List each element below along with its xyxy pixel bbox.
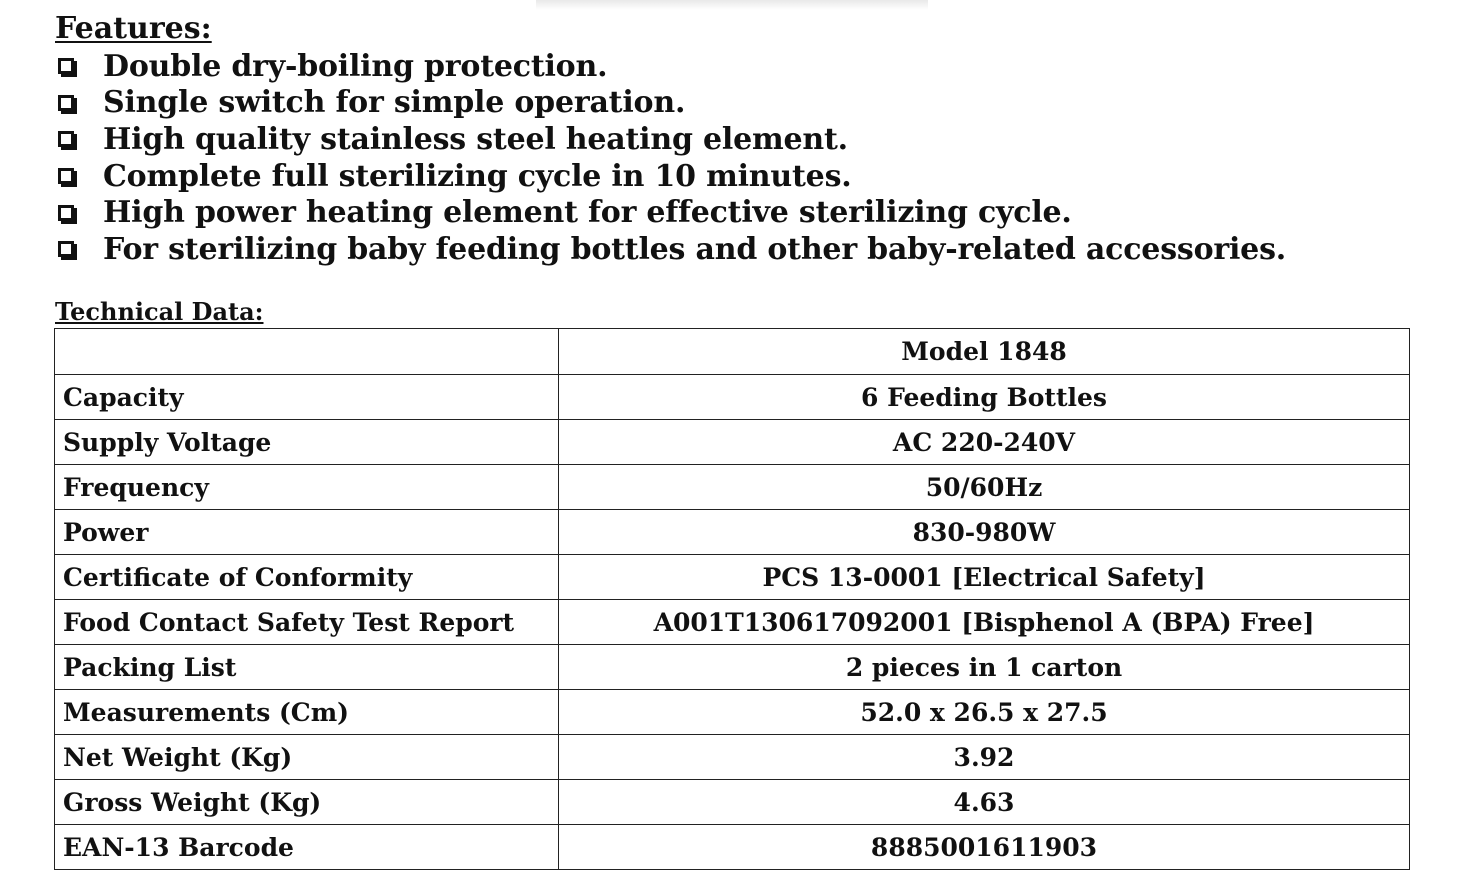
row-label: Supply Voltage	[55, 420, 559, 465]
top-edge-shadow	[536, 0, 928, 10]
checkbox-icon	[58, 58, 74, 74]
row-value: 52.0 x 26.5 x 27.5	[559, 690, 1410, 735]
feature-item	[55, 194, 1286, 231]
feature-text: High quality stainless steel heating element.	[103, 121, 848, 157]
table-row	[55, 465, 1410, 510]
feature-item	[55, 85, 1286, 122]
feature-text: Complete full sterilizing cycle in 10 minutes.	[103, 158, 852, 194]
table-row	[55, 600, 1410, 645]
row-value: 2 pieces in 1 carton	[559, 645, 1410, 690]
row-label: Gross Weight (Kg)	[55, 780, 559, 825]
table-header-row	[55, 329, 1410, 375]
checkbox-icon	[58, 95, 74, 111]
table-row	[55, 735, 1410, 780]
row-label: Power	[55, 510, 559, 555]
row-value: PCS 13-0001 [Electrical Safety]	[559, 555, 1410, 600]
row-label: EAN-13 Barcode	[55, 825, 559, 870]
feature-text: Double dry-boiling protection.	[103, 48, 608, 84]
features-heading: Features:	[55, 11, 212, 46]
table-row	[55, 510, 1410, 555]
features-list	[55, 48, 1286, 268]
row-value: AC 220-240V	[559, 420, 1410, 465]
feature-item	[55, 231, 1286, 268]
technical-data-heading: Technical Data:	[55, 297, 264, 326]
row-value: 6 Feeding Bottles	[559, 375, 1410, 420]
row-value: 50/60Hz	[559, 465, 1410, 510]
table-row	[55, 780, 1410, 825]
table-row	[55, 690, 1410, 735]
table-row	[55, 420, 1410, 465]
checkbox-icon	[58, 241, 74, 257]
feature-item	[55, 121, 1286, 158]
checkbox-icon	[58, 168, 74, 184]
table-row	[55, 555, 1410, 600]
table-row	[55, 645, 1410, 690]
row-label: Certificate of Conformity	[55, 555, 559, 600]
row-label: Capacity	[55, 375, 559, 420]
row-label: Food Contact Safety Test Report	[55, 600, 559, 645]
table-row	[55, 375, 1410, 420]
row-value: 4.63	[559, 780, 1410, 825]
row-label: Measurements (Cm)	[55, 690, 559, 735]
row-label: Net Weight (Kg)	[55, 735, 559, 780]
feature-item	[55, 48, 1286, 85]
row-label: Packing List	[55, 645, 559, 690]
feature-text: For sterilizing baby feeding bottles and other baby-related accessories.	[103, 231, 1287, 267]
model-name-cell: Model 1848	[559, 329, 1410, 375]
header-label-cell	[55, 329, 559, 375]
checkbox-icon	[58, 131, 74, 147]
feature-text: Single switch for simple operation.	[103, 85, 686, 121]
technical-data-table	[54, 328, 1410, 870]
checkbox-icon	[58, 205, 74, 221]
row-value: 3.92	[559, 735, 1410, 780]
row-label: Frequency	[55, 465, 559, 510]
row-value: 8885001611903	[559, 825, 1410, 870]
feature-text: High power heating element for effective sterilizing cycle.	[103, 195, 1072, 231]
row-value: A001T130617092001 [Bisphenol A (BPA) Free]	[559, 600, 1410, 645]
row-value: 830-980W	[559, 510, 1410, 555]
table-row	[55, 825, 1410, 870]
feature-item	[55, 158, 1286, 195]
